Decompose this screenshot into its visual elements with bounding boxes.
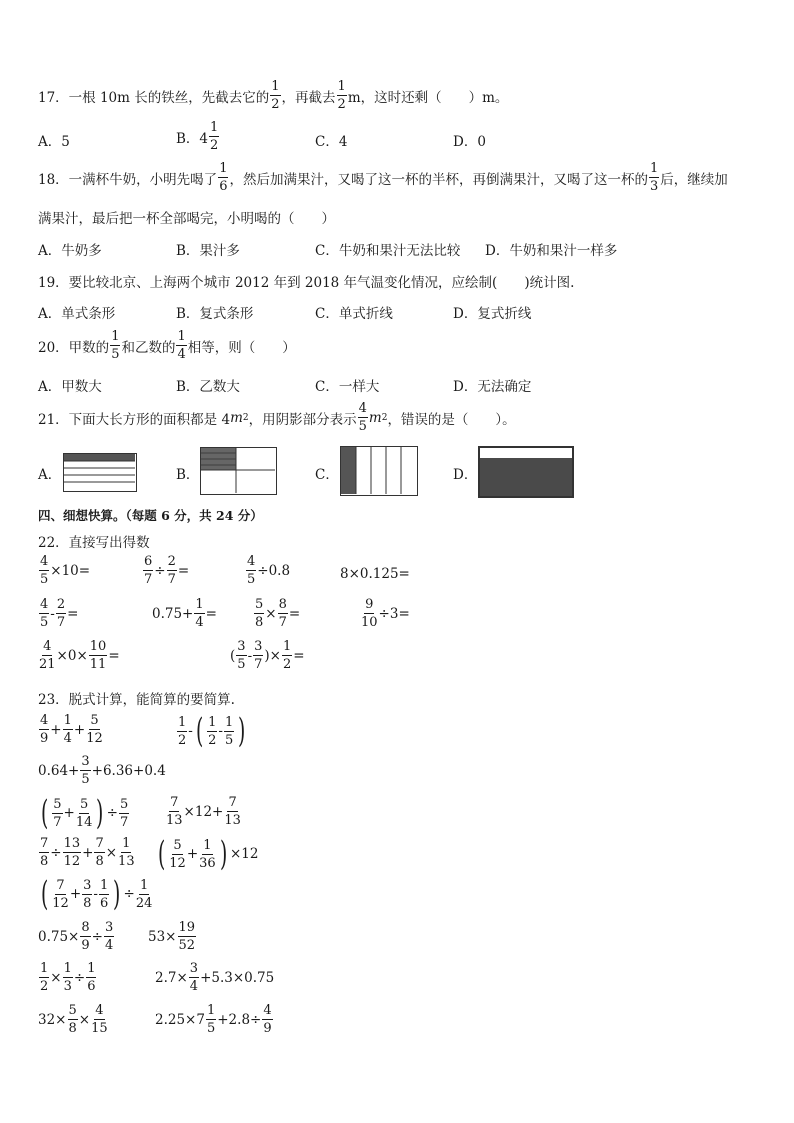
q22-expr: $\frac{6}{7}$ ÷ $\frac{2}{7}$ =: [144, 554, 190, 587]
q23-expr: 0.75× $\frac{8}{9}$ ÷ $\frac{3}{4}$: [38, 920, 114, 953]
fraction: $\frac{4}{5}$: [358, 401, 367, 434]
question-23-title: 23．脱式计算，能简算的要简算.: [38, 692, 235, 708]
question-19: 19．要比较北京、上海两个城市 2012 年到 2018 年气温变化情况，应绘制( )统计图.: [38, 275, 575, 291]
fraction: $\frac{4}{21}$: [39, 639, 56, 672]
q22-expr: $\frac{4}{21}$ ×0× $\frac{10}{11}$ =: [39, 639, 120, 672]
question-22-title: 22．直接写出得数: [38, 535, 150, 551]
fraction: $\frac{3}{5}$: [81, 754, 90, 787]
fraction: $\frac{5}{7}$: [119, 796, 129, 830]
fraction: $\frac{1}{6}$: [87, 961, 96, 994]
fraction: $\frac{7}{8}$: [95, 836, 104, 869]
fraction: $\frac{5}{7}$: [53, 796, 62, 830]
q22-expr: $\frac{5}{8}$ × $\frac{8}{7}$ =: [255, 597, 301, 630]
fraction: $\frac{1}{2}$: [178, 714, 187, 748]
fraction: $\frac{1}{5}$: [224, 714, 234, 748]
fraction: $\frac{3}{4}$: [104, 920, 114, 953]
q22-expr: 8×0.125=: [340, 566, 410, 582]
diagram-b-svg: [201, 448, 275, 493]
fraction: $\frac{1}{13}$: [118, 836, 135, 869]
fraction: $\frac{1}{6}$: [219, 161, 228, 194]
fraction: $\frac{5}{8}$: [255, 597, 264, 630]
q22-expr: ( $\frac{3}{5}$ - $\frac{3}{7}$ )× $\frac{1}{2}$ =: [230, 639, 305, 672]
fraction: $\frac{1}{2}$: [337, 79, 346, 112]
q23-expr: ( $\frac{7}{12}$ + $\frac{3}{8}$ - $\frac{1}{6}$ ) ÷ $\frac{1}{24}$: [40, 874, 153, 914]
fraction: $\frac{7}{13}$: [224, 795, 241, 828]
diagram-a-svg: [64, 454, 135, 490]
q17-option-a[interactable]: A．5: [38, 134, 70, 150]
section-4-title: 四、细想快算。（每题 6 分，共 24 分）: [38, 508, 263, 523]
q22-expr: $\frac{4}{5}$ ×10=: [40, 554, 91, 587]
fraction: $\frac{4}{5}$: [40, 597, 49, 630]
q17-text-2: ，再截去: [281, 89, 336, 106]
diagram-d-svg: [480, 448, 572, 496]
shaded-region: [480, 458, 572, 496]
diagram-d: [478, 446, 574, 498]
fraction: $\frac{7}{8}$: [40, 836, 49, 869]
q23-expr: 53× $\frac{19}{52}$: [148, 920, 196, 953]
fraction: $\frac{2}{7}$: [56, 597, 66, 630]
q23-expr: $\frac{4}{9}$ + $\frac{1}{4}$ + $\frac{5}{12}$: [40, 713, 103, 746]
fraction: $\frac{5}{14}$: [75, 796, 93, 830]
q21-option-d[interactable]: D．: [453, 467, 478, 483]
diagram-c: [340, 446, 418, 496]
fraction: $\frac{1}{6}$: [99, 877, 109, 911]
fraction: $\frac{4}{9}$: [40, 713, 49, 746]
q20-option-c[interactable]: C．一样大: [315, 379, 380, 395]
q23-expr: 2.25×7 $\frac{1}{5}$ +2.8÷ $\frac{4}{9}$: [155, 1003, 272, 1036]
q19-option-a[interactable]: A．单式条形: [38, 306, 116, 322]
fraction: $\frac{1}{2}$: [208, 714, 217, 748]
fraction: $\frac{4}{9}$: [263, 1003, 272, 1036]
q23-expr: 2.7× $\frac{3}{4}$ +5.3×0.75: [155, 961, 275, 994]
fraction: $\frac{1}{3}$: [649, 161, 659, 194]
q17-option-d[interactable]: D．0: [453, 134, 486, 150]
fraction: $\frac{7}{13}$: [166, 795, 183, 828]
fraction: $\frac{1}{5}$: [111, 329, 120, 362]
diagram-c-svg: [341, 447, 416, 494]
q20-option-a[interactable]: A．甲数大: [38, 379, 102, 395]
q19-option-b[interactable]: B．复式条形: [176, 306, 254, 322]
q22-expr: $\frac{4}{5}$ ÷0.8: [247, 554, 291, 587]
fraction: $\frac{1}{4}$: [177, 329, 186, 362]
q22-expr: $\frac{4}{5}$ - $\frac{2}{7}$ =: [40, 597, 79, 630]
fraction: $\frac{8}{7}$: [278, 597, 287, 630]
q17-text-3: m，这时还剩（ ）m。: [347, 89, 509, 106]
q23-expr: ( $\frac{5}{12}$ + $\frac{1}{36}$ ) ×12: [157, 834, 259, 874]
q17-option-c[interactable]: C．4: [315, 134, 348, 150]
question-21: 21．下面大长方形的面积都是 4 m 2 ，用阴影部分表示 $\frac{4}{5}$ m 2 ，错误的是（ ）。: [38, 401, 516, 434]
fraction: $\frac{1}{2}$: [271, 79, 280, 112]
fraction: $\frac{5}{8}$: [68, 1003, 77, 1036]
q21-option-b[interactable]: B．: [176, 467, 200, 483]
q20-option-b[interactable]: B．乙数大: [176, 379, 240, 395]
q23-expr: $\frac{1}{2}$ × $\frac{1}{3}$ ÷ $\frac{1}{6}$: [40, 961, 96, 994]
fraction: $\frac{5}{12}$: [169, 837, 186, 871]
q23-expr: $\frac{1}{2}$ - ( $\frac{1}{2}$ - $\frac{1}{5}$ ): [178, 711, 246, 751]
q21-option-c[interactable]: C．: [315, 467, 339, 483]
diagram-b: [200, 447, 277, 495]
fraction: $\frac{1}{4}$: [63, 713, 72, 746]
q18-option-b[interactable]: B．果汁多: [176, 243, 240, 259]
q18-line-2: 满果汁，最后把一杯全部喝完，小明喝的（ ）: [38, 211, 335, 227]
fraction: $\frac{13}{12}$: [63, 836, 81, 869]
q23-expr: $\frac{7}{8}$ ÷ $\frac{13}{12}$ + $\frac{7}{8}$ × $\frac{1}{13}$: [40, 836, 135, 869]
fraction: $\frac{3}{5}$: [237, 639, 246, 672]
q19-option-c[interactable]: C．单式折线: [315, 306, 393, 322]
fraction: $\frac{19}{52}$: [178, 920, 196, 953]
q22-expr: $\frac{9}{10}$ ÷3=: [361, 597, 410, 630]
fraction: $\frac{1}{5}$: [206, 1003, 216, 1036]
shaded-strip: [64, 454, 135, 461]
q23-expr: 32× $\frac{5}{8}$ × $\frac{4}{15}$: [38, 1003, 108, 1036]
fraction: $\frac{9}{10}$: [361, 597, 378, 630]
fraction: $\frac{1}{2}$: [40, 961, 49, 994]
q19-option-d[interactable]: D．复式折线: [453, 306, 532, 322]
q18-option-d[interactable]: D．牛奶和果汁一样多: [485, 243, 618, 259]
unshaded-strip: [480, 448, 572, 458]
q21-option-a[interactable]: A．: [38, 467, 62, 483]
fraction: $\frac{8}{9}$: [81, 920, 90, 953]
fraction: $\frac{4}{5}$: [40, 554, 49, 587]
fraction: $\frac{1}{4}$: [195, 597, 204, 630]
fraction: $\frac{3}{7}$: [254, 639, 263, 672]
fraction: $\frac{1}{3}$: [63, 961, 72, 994]
q17-option-b[interactable]: B．4 $\frac{1}{2}$: [176, 120, 219, 153]
q22-expr: 0.75+ $\frac{1}{4}$ =: [152, 597, 217, 630]
q23-expr: ( $\frac{5}{7}$ + $\frac{5}{14}$ ) ÷ $\frac{5}{7}$: [40, 793, 129, 833]
fraction: $\frac{4}{15}$: [91, 1003, 108, 1036]
fraction: $\frac{10}{11}$: [89, 639, 107, 672]
q18-option-a[interactable]: A．牛奶多: [38, 243, 102, 259]
fraction: $\frac{6}{7}$: [144, 554, 153, 587]
question-18: 18．一满杯牛奶，小明先喝了 $\frac{1}{6}$ ，然后加满果汁，又喝了这一杯的半杯，再倒满果汁，又喝了这一杯的 $\frac{1}{3}$ 后，继续加: [38, 161, 728, 194]
fraction: $\frac{1}{24}$: [135, 877, 153, 911]
fraction: $\frac{5}{12}$: [86, 713, 103, 746]
q18-option-c[interactable]: C．牛奶和果汁无法比较: [315, 243, 461, 259]
diagram-a: [63, 453, 137, 492]
fraction: $\frac{1}{2}$: [283, 639, 292, 672]
q23-expr: $\frac{7}{13}$ ×12+ $\frac{7}{13}$: [166, 795, 241, 828]
question-17: [38, 80, 508, 111]
q20-option-d[interactable]: D．无法确定: [453, 379, 532, 395]
fraction: $\frac{3}{4}$: [189, 961, 199, 994]
fraction: $\frac{3}{8}$: [83, 877, 92, 911]
shaded-strip: [341, 447, 356, 494]
q17-text-1: 17．一根 10m 长的铁丝，先截去它的: [38, 89, 270, 106]
fraction: $\frac{7}{12}$: [52, 877, 69, 911]
q23-expr: 0.64+ $\frac{3}{5}$ +6.36+0.4: [38, 754, 166, 787]
fraction: $\frac{1}{2}$: [210, 120, 219, 153]
fraction: $\frac{1}{36}$: [199, 837, 216, 871]
question-20: 20．甲数的 $\frac{1}{5}$ 和乙数的 $\frac{1}{4}$ 相等，则（ ）: [38, 329, 296, 362]
fraction: $\frac{4}{5}$: [247, 554, 256, 587]
fraction: $\frac{2}{7}$: [167, 554, 176, 587]
